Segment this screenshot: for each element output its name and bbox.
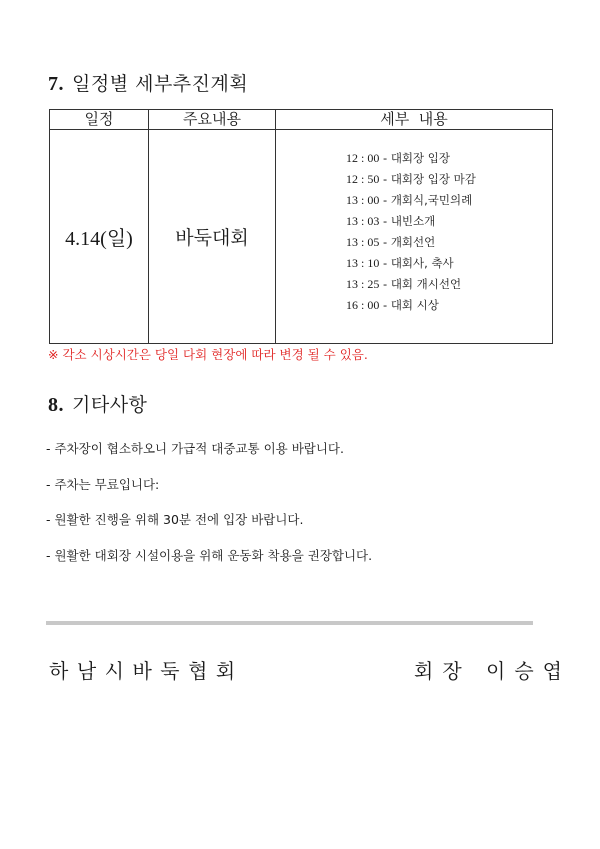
schedule-event: 개회식,국민의례	[390, 193, 473, 207]
schedule-item: 12 : 00 - 대회장 입장	[346, 151, 451, 165]
event-content: 바둑대회	[149, 130, 276, 344]
schedule-time: 12 : 50	[346, 172, 380, 186]
event-details	[276, 130, 553, 344]
schedule-time: 16 : 00	[346, 298, 380, 312]
schedule-item: 13 : 25 - 대회 개시선언	[346, 277, 462, 291]
schedule-list	[276, 130, 552, 316]
schedule-time: 13 : 10	[346, 256, 380, 270]
event-date: 4.14(일)	[50, 130, 149, 344]
schedule-item: 13 : 05 - 개회선언	[346, 235, 436, 249]
schedule-table	[49, 109, 553, 344]
schedule-note: ※ 각소 시상시간은 당일 다회 현장에 따라 변경 될 수 있음.	[48, 347, 368, 362]
section-8-title: 기타사항	[72, 394, 148, 416]
header-content: 주요내용	[149, 110, 276, 130]
list-item: - 원활한 대회장 시설이용을 위해 운동화 착용을 권장합니다.	[46, 547, 373, 563]
schedule-item: 16 : 00 - 대회 시상	[346, 298, 439, 312]
schedule-event: 개회선언	[390, 235, 436, 249]
schedule-time: 13 : 00	[346, 193, 380, 207]
schedule-event: 대회 시상	[390, 298, 439, 312]
header-details: 세부 내용	[276, 110, 553, 130]
schedule-time: 13 : 05	[346, 235, 380, 249]
schedule-time: 13 : 25	[346, 277, 380, 291]
list-item: - 주차장이 협소하오니 가급적 대중교통 이용 바랍니다.	[46, 441, 344, 456]
schedule-item: 13 : 10 - 대회사, 축사	[346, 256, 454, 270]
header-date: 일정	[50, 110, 149, 130]
schedule-event: 내빈소개	[390, 214, 436, 228]
schedule-item: 12 : 50 - 대회장 입장 마감	[346, 172, 476, 186]
schedule-event: 대회장 입장	[390, 151, 451, 165]
section-7-title: 일정별 세부추진계획	[72, 73, 249, 95]
notes-list	[46, 438, 372, 580]
table-row	[50, 130, 553, 344]
schedule-event: 대회 개시선언	[390, 277, 462, 291]
organization-name: 하남시바둑협회	[49, 659, 244, 683]
section-7-number: 7.	[48, 73, 64, 95]
section-8-number: 8.	[48, 394, 64, 416]
schedule-item: 13 : 03 - 내빈소개	[346, 214, 436, 228]
list-item: - 주차는 무료입니다:	[46, 476, 160, 492]
schedule-event: 대회사, 축사	[390, 256, 454, 270]
divider	[46, 621, 533, 625]
section-7-heading	[48, 69, 248, 96]
schedule-time: 13 : 03	[346, 214, 380, 228]
table-header-row	[50, 110, 553, 130]
list-item: - 원활한 진행을 위해 30분 전에 입장 바랍니다.	[46, 512, 304, 527]
section-8-heading	[48, 390, 147, 417]
schedule-event: 대회장 입장 마감	[390, 172, 476, 186]
schedule-item: 13 : 00 - 개회식,국민의례	[346, 193, 473, 207]
schedule-time: 12 : 00	[346, 151, 380, 165]
chairman-signature: 회장 이승엽	[414, 659, 571, 683]
